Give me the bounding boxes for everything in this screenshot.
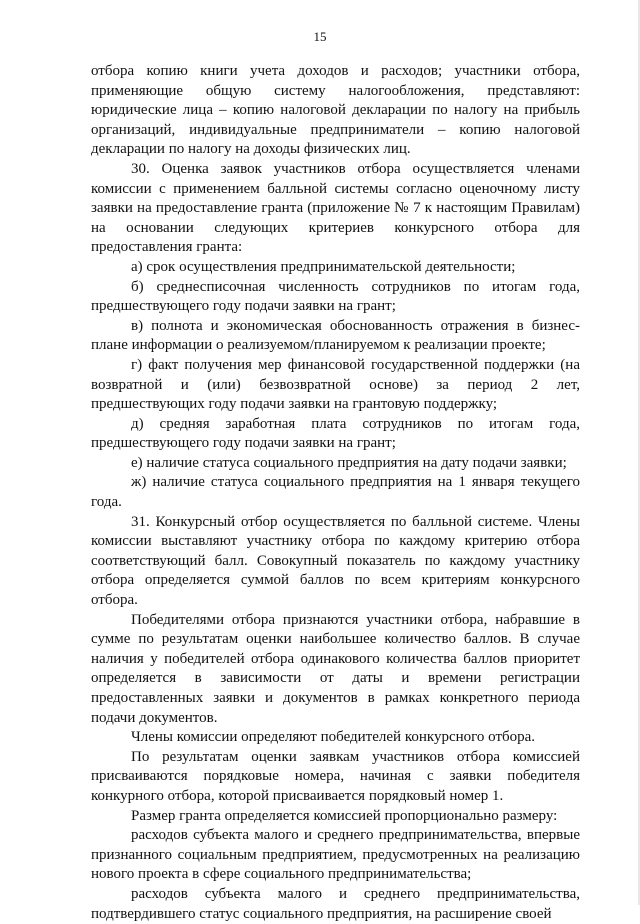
paragraph-expenses-new: расходов субъекта малого и среднего предпринимательства, впервые признанного социальным предприятием, предусмотренных на реализацию нового проекта в сфере социального предпринимательства;	[91, 827, 580, 883]
paragraph-continuation: отбора копию книги учета доходов и расходов; участники отбора, применяющие общую систему налогообложения, представляют: юридические лица – копию налоговой декларации по налогу на прибыль организаций, индивидуальные предприниматели – копию налоговой декларации по налогу на доходы физических лиц.	[91, 63, 580, 158]
paragraph-item-30: 30. Оценка заявок участников отбора осуществляется членами комиссии с применением балльной системы согласно оценочному листу заявки на предоставление гранта (приложение № 7 к настоящим Правилам) на основании следующих критериев конкурсного отбора для предоставления гранта:	[91, 160, 580, 256]
document-body	[91, 62, 580, 924]
criterion-e: е) наличие статуса социального предприятия на дату подачи заявки;	[131, 454, 567, 471]
criterion-a: а) срок осуществления предпринимательской деятельности;	[131, 258, 516, 275]
criterion-g: г) факт получения мер финансовой государственной поддержки (на возвратной и (или) безвозвратной основе) за период 2 лет, предшествующих году подачи заявки на грантовую поддержку;	[91, 356, 580, 413]
paragraph-grant-size: Размер гранта определяется комиссией пропорционально размеру:	[131, 807, 558, 824]
paragraph-expenses-confirmed: расходов субъекта малого и среднего предпринимательства, подтвердившего статус социального предприятия, на расширение своей	[91, 885, 580, 922]
page-number: 15	[313, 29, 327, 44]
paragraph-commission: Члены комиссии определяют победителей конкурсного отбора.	[131, 729, 536, 746]
criterion-b: б) среднесписочная численность сотрудников по итогам года, предшествующего году подачи заявки на грант;	[91, 278, 580, 315]
criterion-d: д) средняя заработная плата сотрудников по итогам года, предшествующего году подачи заявки на грант;	[91, 415, 580, 452]
paragraph-ranking: По результатам оценки заявкам участников отбора комиссией присваиваются порядковые номера, начиная с заявки победителя конкурного отбора, которой присваивается порядковый номер 1.	[91, 748, 580, 804]
criterion-v: в) полнота и экономическая обоснованность отражения в бизнес-плане информации о реализуемом/планируемом к реализации проекте;	[91, 317, 580, 354]
criterion-zh: ж) наличие статуса социального предприятия на 1 января текущего года.	[91, 474, 580, 511]
paragraph-winners: Победителями отбора признаются участники отбора, набравшие в сумме по результатам оценки наибольшее количество баллов. В случае наличия у победителей отбора одинакового количества баллов приоритет определяется в зависимости от даты и времени регистрации предоставленных заявки и документов в рамках конкретного периода подачи документов.	[91, 611, 580, 726]
paragraph-item-31: 31. Конкурсный отбор осуществляется по балльной системе. Члены комиссии выставляют участнику отбора по каждому критерию отбора соответствующий балл. Совокупный показатель по каждому участнику отбора определяется суммой баллов по всем критериям конкурсного отбора.	[91, 513, 580, 609]
